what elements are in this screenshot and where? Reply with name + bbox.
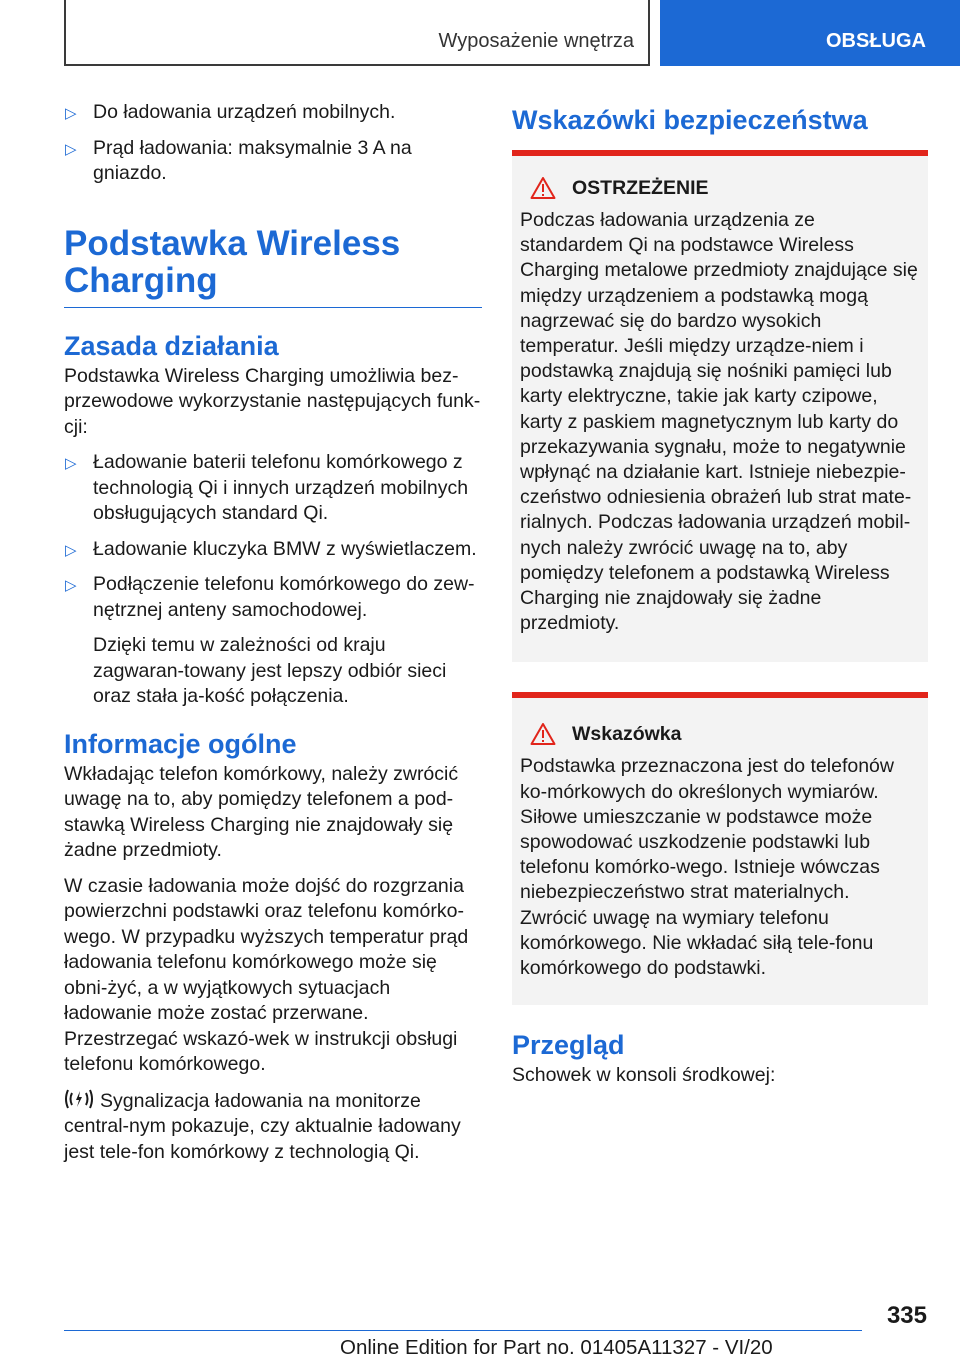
list-item-extra: Dzięki temu w zależności od kraju zagwaran-towany jest lepszy odbiór sieci oraz stała ja-kość połączenia. — [93, 634, 447, 707]
informacje-p2: W czasie ładowania może dojść do rozgrzania powierzchni podstawki oraz telefonu komórko-wego. W przypadku wyższych temperatur prąd ładowania telefonu komórkowego może się obni-żyć, a w wyjątkowych sytuacjach ładowanie może zostać przerwane. Przestrzegać wskazó-wek w instrukcji obsługi telefonu komórkowego. — [64, 874, 469, 1075]
warning-triangle-icon — [530, 176, 556, 200]
chapter-tab-label: OBSŁUGA — [826, 30, 926, 52]
informacje-heading: Informacje ogólne — [64, 728, 297, 759]
triangle-bullet-icon: ▷ — [65, 105, 77, 122]
safety-heading: Wskazówki bezpieczeństwa — [512, 105, 868, 135]
warning-triangle-icon — [530, 722, 556, 746]
list-item-text: Ładowanie baterii telefonu komórkowego z technologią Qi i innych urządzeń mobilnych obsługujących standard Qi. — [93, 451, 469, 524]
przeglad-heading: Przegląd — [512, 1030, 625, 1061]
list-item — [64, 450, 482, 527]
warning-bar — [512, 150, 928, 156]
list-item-text: Podłączenie telefonu komórkowego do zew-nętrznej anteny samochodowej. — [93, 573, 475, 621]
list-item — [64, 572, 482, 710]
list-item — [64, 136, 482, 187]
footer-divider — [64, 1330, 862, 1331]
section-title: Wyposażenie wnętrza — [438, 30, 634, 52]
footer-edition: Online Edition for Part no. 01405A11327 - VI/20 — [340, 1336, 773, 1359]
warning-header — [520, 176, 920, 200]
list-item-text: Prąd ładowania: maksymalnie 3 A na gniazdo. — [93, 136, 412, 184]
notice-title: Wskazówka — [572, 722, 682, 745]
triangle-bullet-icon: ▷ — [65, 577, 77, 594]
list-item — [64, 537, 482, 563]
list-item-text: Do ładowania urządzeń mobilnych. — [93, 101, 396, 123]
warning-box — [512, 150, 928, 662]
warning-text: Podczas ładowania urządzenia ze standardem Qi na podstawce Wireless Charging metalowe przedmioty znajdujące się między urządzeniem a podstawką mogą nagrzewać się do bardzo wysokich temperatur. Jeśli między urządze-niem i podstawką znajdują się nośniki pamięci lub karty elektryczne, takie jak karty czipowe, karty z paskiem magnetycznym lub karty do przekazywania sygnału, może to negatywnie wpłynąć na działanie kart. Istnieje niebezpie-czeństwo odniesienia obrażeń lub strat mate-rialnych. Podczas ładowania urządzeń mobil-nych należy zwrócić uwagę na to, aby pomiędzy telefonem a podstawką Wireless Charging nie znajdowały się żadne przedmioty. — [520, 209, 918, 635]
notice-bar — [512, 692, 928, 698]
informacje-p1: Wkładając telefon komórkowy, należy zwrócić uwagę na to, aby pomiędzy telefonem a pod-stawką Wireless Charging nie znajdowały się żadne przedmioty. — [64, 762, 459, 861]
notice-text: Podstawka przeznaczona jest do telefonów ko-mórkowych do określonych wymiarów. Siłowe umieszczanie w podstawce może spowodować uszkodzenie podstawki lub telefonu komórko-wego. Istnieje wówczas niebezpieczeństwo strat materialnych. Zwrócić uwagę na wymiary telefonu komórkowego. Nie wkładać siłą tele-fonu komórkowego do podstawki. — [520, 755, 894, 980]
zasada-bullet-list — [64, 450, 482, 710]
notice-header — [520, 722, 920, 746]
triangle-bullet-icon: ▷ — [65, 140, 77, 158]
left-column — [64, 100, 482, 1165]
list-item — [64, 100, 482, 126]
zasada-heading: Zasada działania — [64, 330, 279, 361]
list-item-text: Ładowanie kluczyka BMW z wyświetlaczem. — [93, 537, 477, 560]
main-heading: Podstawka Wireless Charging — [64, 223, 401, 300]
notice-box — [512, 692, 928, 1005]
header-section-box — [64, 0, 650, 66]
intro-bullet-list — [64, 100, 482, 187]
informacje-p3-wrap — [64, 1088, 482, 1166]
main-heading-block — [64, 225, 482, 308]
informacje-p3: Sygnalizacja ładowania na monitorze central-nym pokazuje, czy aktualnie ładowany jest tele-fon komórkowy z technologią Qi. — [64, 1089, 461, 1163]
triangle-bullet-icon: ▷ — [65, 455, 77, 472]
przeglad-text: Schowek w konsoli środkowej: — [512, 1064, 776, 1087]
chapter-tab[interactable] — [660, 0, 960, 66]
zasada-text: Podstawka Wireless Charging umożliwia bez-przewodowe wykorzystanie następujących funk-cji: — [64, 364, 481, 438]
triangle-bullet-icon: ▷ — [65, 541, 77, 559]
warning-title: OSTRZEŻENIE — [572, 176, 709, 199]
right-column — [512, 100, 928, 1089]
page-number: 335 — [886, 1302, 927, 1329]
wireless-charging-icon — [64, 1088, 94, 1110]
